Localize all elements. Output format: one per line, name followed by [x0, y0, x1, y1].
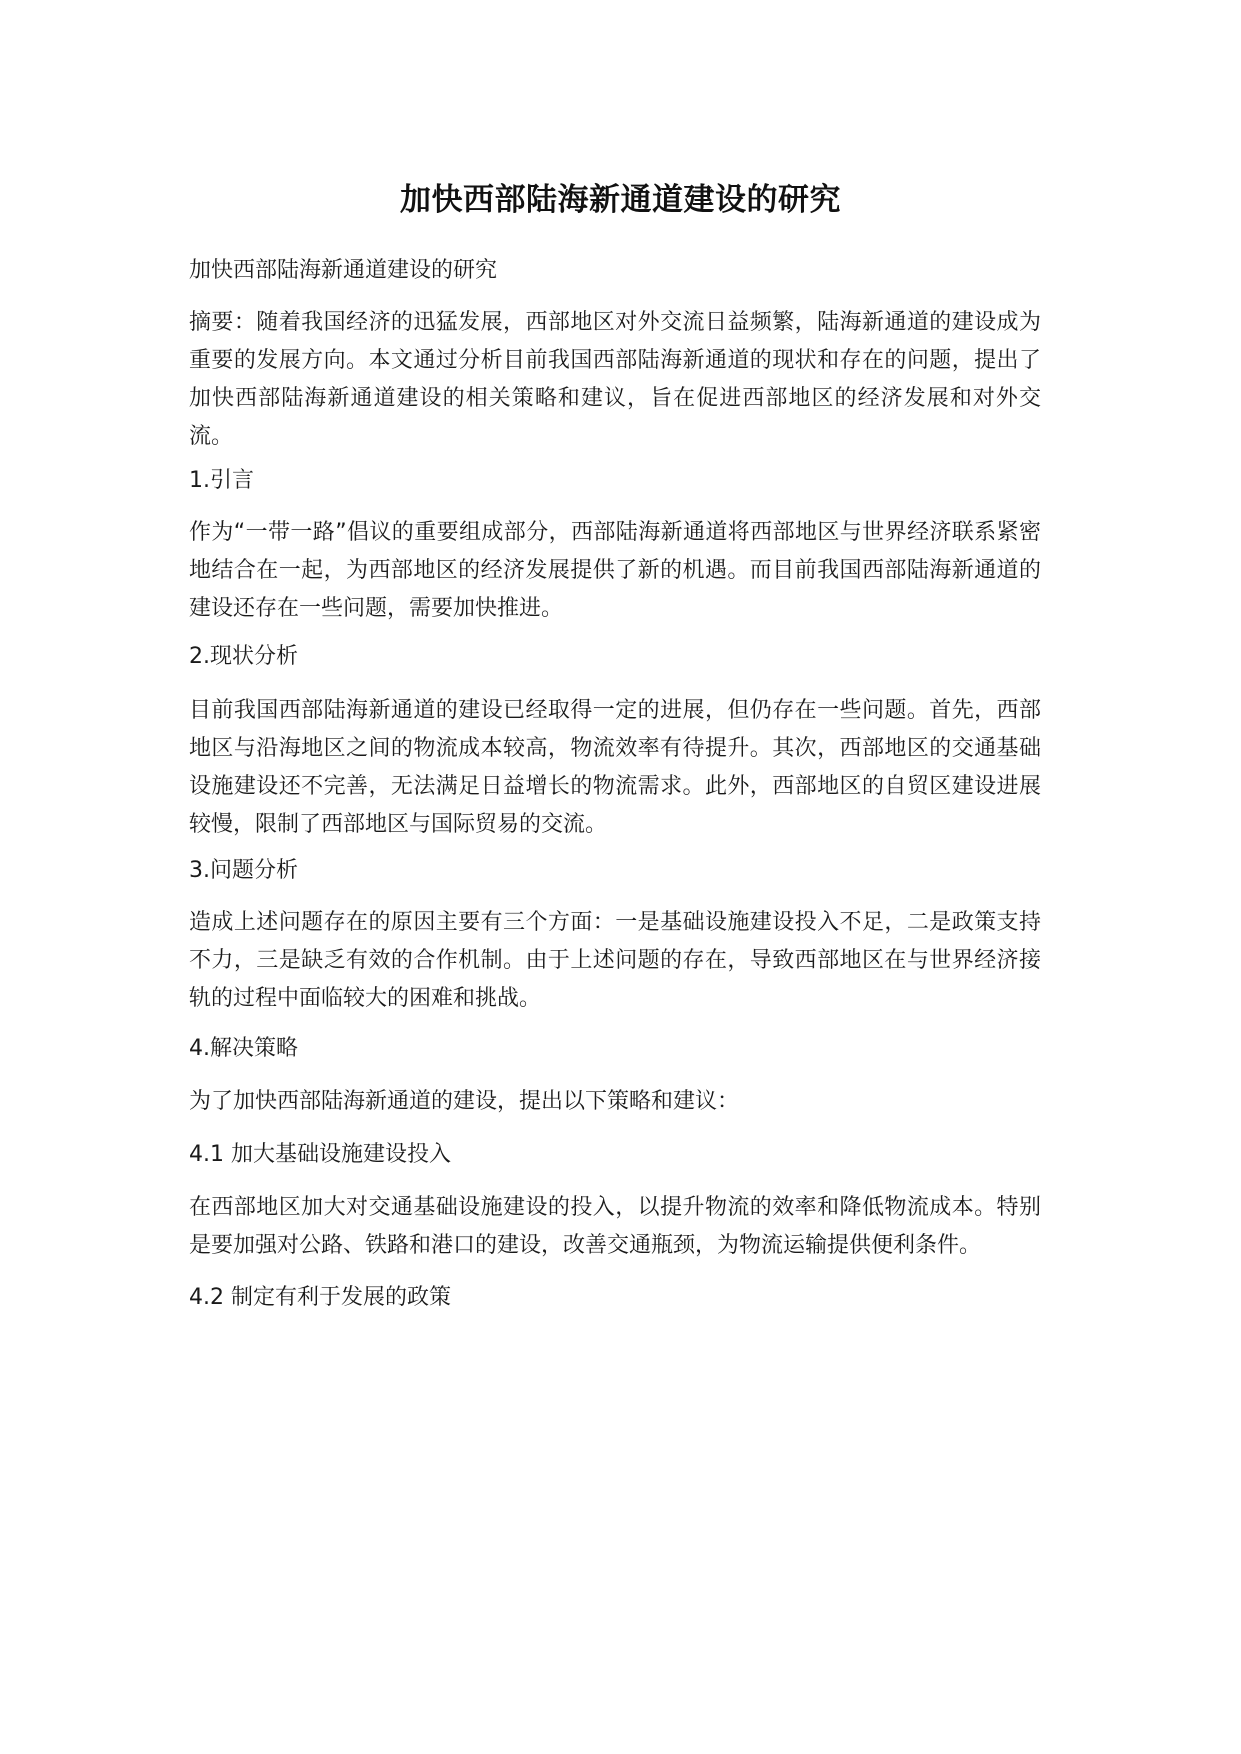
section-paragraph-status-analysis: 目前我国西部陆海新通道的建设已经取得一定的进展，但仍存在一些问题。首先，西部地区与沿海地区之间的物流成本较高，物流效率有待提升。其次，西部地区的交通基础设施建设还不完善，无法满足日益增长的物流需求。此外，西部地区的自贸区建设进展较慢，限制了西部地区与国际贸易的交流。 — [189, 698, 1041, 837]
section-paragraph-solutions: 为了加快西部陆海新通道的建设，提出以下策略和建议： — [189, 1089, 740, 1114]
section-paragraph-infrastructure: 在西部地区加大对交通基础设施建设的投入，以提升物流的效率和降低物流成本。特别是要加强对公路、铁路和港口的建设，改善交通瓶颈，为物流运输提供便利条件。 — [189, 1195, 1041, 1258]
section-heading-status-analysis: 2.现状分析 — [189, 644, 298, 669]
page-title: 加快西部陆海新通道建设的研究 — [400, 182, 841, 218]
section-heading-policy: 4.2 制定有利于发展的政策 — [189, 1285, 451, 1310]
section-heading-problem-analysis: 3.问题分析 — [189, 858, 298, 883]
section-paragraph-problem-analysis: 造成上述问题存在的原因主要有三个方面：一是基础设施建设投入不足，二是政策支持不力，三是缺乏有效的合作机制。由于上述问题的存在，导致西部地区在与世界经济接轨的过程中面临较大的困难和挑战。 — [189, 910, 1041, 1011]
section-heading-infrastructure: 4.1 加大基础设施建设投入 — [189, 1142, 451, 1167]
section-heading-introduction: 1.引言 — [189, 468, 254, 493]
section-paragraph-introduction: 作为“一带一路”倡议的重要组成部分，西部陆海新通道将西部地区与世界经济联系紧密地结合在一起，为西部地区的经济发展提供了新的机遇。而目前我国西部陆海新通道的建设还存在一些问题，需要加快推进。 — [189, 520, 1041, 621]
document-subtitle: 加快西部陆海新通道建设的研究 — [189, 258, 498, 283]
abstract-paragraph: 摘要：随着我国经济的迅猛发展，西部地区对外交流日益频繁，陆海新通道的建设成为重要的发展方向。本文通过分析目前我国西部陆海新通道的现状和存在的问题，提出了加快西部陆海新通道建设的相关策略和建议，旨在促进西部地区的经济发展和对外交流。 — [189, 310, 1041, 449]
section-heading-solutions: 4.解决策略 — [189, 1036, 298, 1061]
